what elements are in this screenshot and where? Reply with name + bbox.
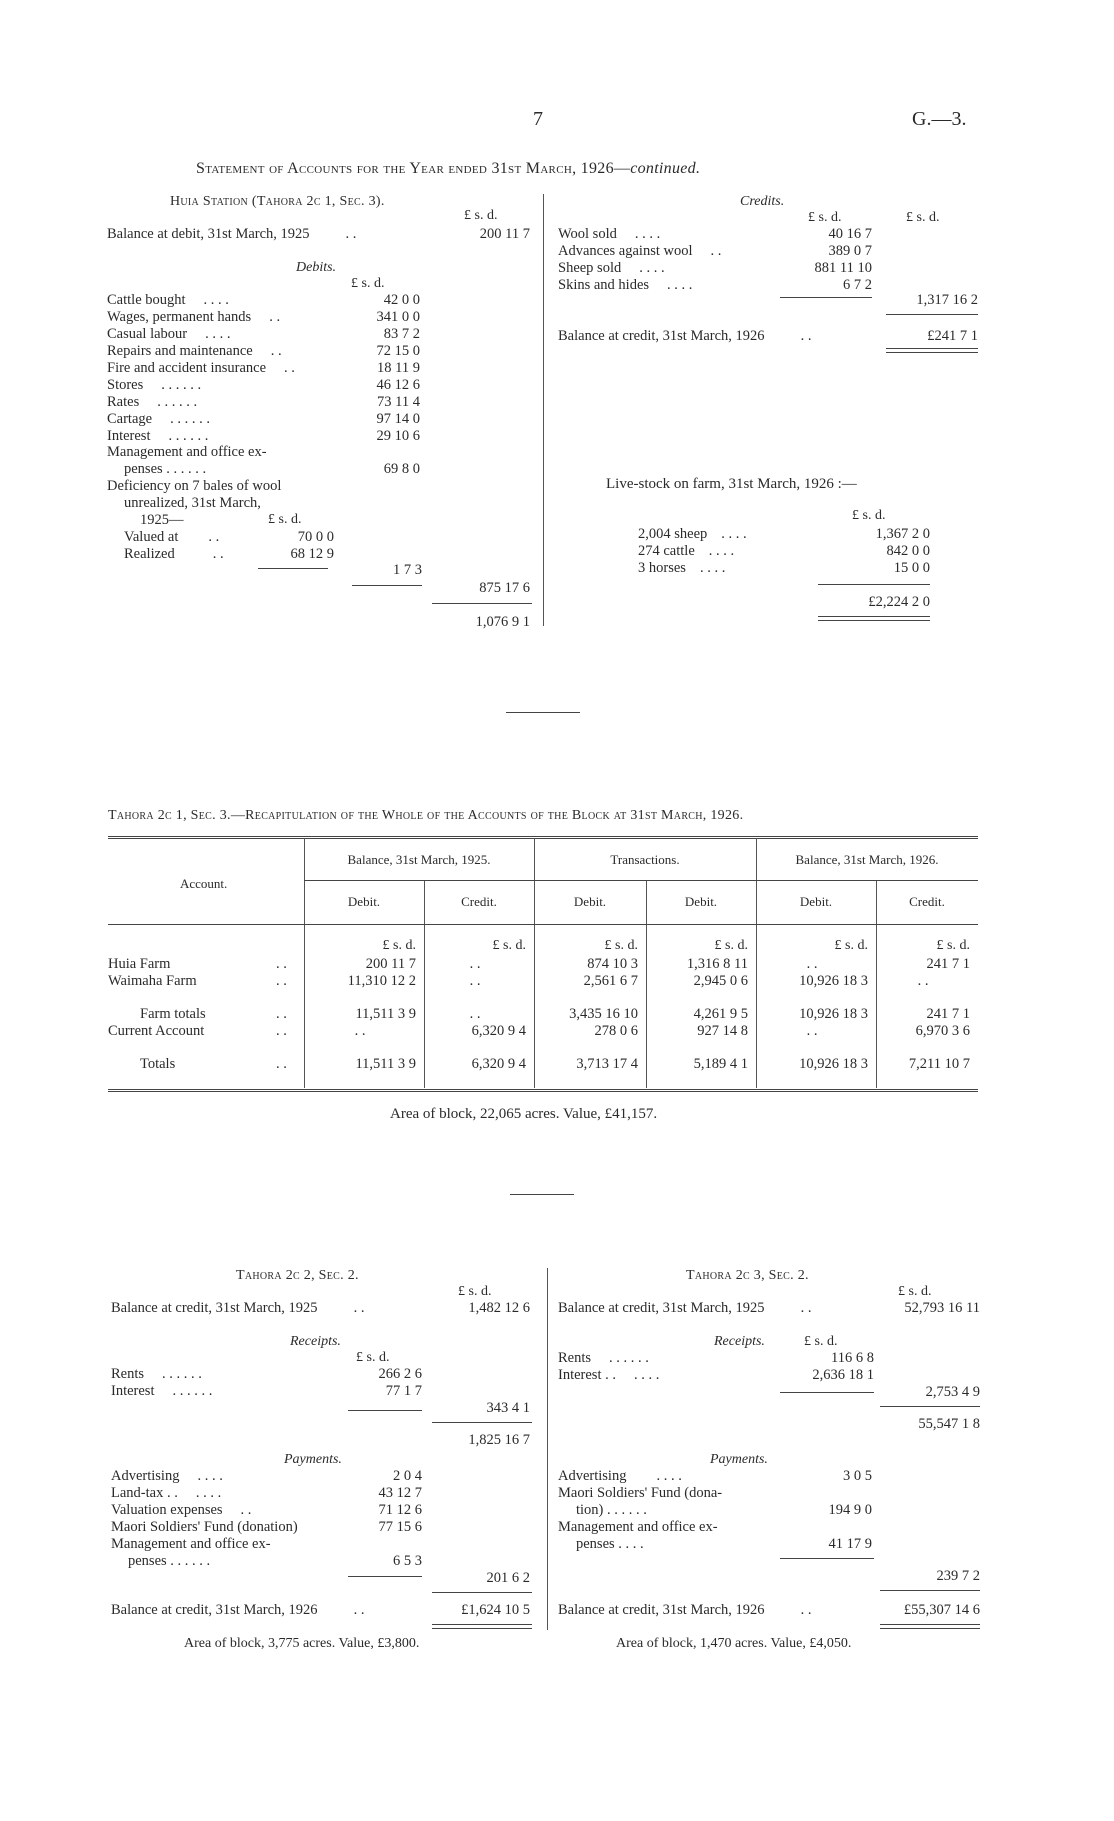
huia-deficiency-line3: 1925—	[140, 512, 184, 528]
livestock-label: 274 cattle . . . .	[638, 543, 735, 559]
page-title: Statement of Accounts for the Year ended 31st March, 1926—continued.	[196, 160, 701, 177]
huia-deficiency-line2: unrealized, 31st March,	[124, 495, 261, 511]
sec2-receipts-lsd: £ s. d.	[356, 1350, 390, 1365]
sec3-area: Area of block, 1,470 acres. Value, £4,050.	[616, 1636, 852, 1651]
huia-deficiency-line1: Deficiency on 7 bales of wool	[107, 478, 282, 494]
huia-credits-total: 1,317 16 2	[916, 292, 978, 308]
recap-lsd: £ s. d.	[714, 938, 748, 953]
sec2-receipts-total: 343 4 1	[486, 1400, 530, 1416]
sec2-mgmt-line1: Management and office ex-	[111, 1536, 271, 1552]
recap-cell: 10,926 18 3	[799, 1056, 868, 1072]
sec2-mgmt-value: 6 5 3	[393, 1553, 422, 1569]
huia-debit-label: Interest . . . . . .	[107, 428, 209, 444]
recap-row-dots: . .	[276, 1023, 287, 1039]
sec2-payment-label: Land-tax . . . . . .	[111, 1485, 222, 1501]
sec3-pay3-line1: Management and office ex-	[558, 1519, 718, 1535]
huia-debit-label: Wages, permanent hands . .	[107, 309, 281, 325]
recap-subheader: Debit.	[799, 894, 833, 909]
recap-lsd: £ s. d.	[834, 938, 868, 953]
recap-row-label: Huia Farm	[108, 956, 171, 972]
huia-debit-value: 83 7 2	[383, 326, 420, 342]
huia-heading: Huia Station (Tahora 2c 1, Sec. 3).	[170, 194, 385, 209]
recap-subheader: Debit.	[684, 894, 718, 909]
huia-credit-value: 6 7 2	[843, 277, 872, 293]
huia-debit-label: Rates . . . . . .	[107, 394, 198, 410]
recap-cell: 6,320 9 4	[471, 1023, 526, 1039]
recap-group-transactions: Transactions.	[610, 852, 680, 867]
recap-row-label: Totals	[140, 1056, 176, 1072]
livestock-heading: Live-stock on farm, 31st March, 1926 :—	[606, 476, 857, 492]
recap-cell: 11,511 3 9	[355, 1056, 416, 1072]
recap-subheader: Debit.	[573, 894, 607, 909]
recap-subheader: Credit.	[461, 894, 497, 909]
recap-cell: 3,713 17 4	[576, 1056, 638, 1072]
sec3-pay2-value: 194 9 0	[828, 1502, 872, 1518]
huia-credit-label: Advances against wool . .	[558, 243, 722, 259]
huia-valued-label: Valued at . .	[124, 529, 220, 545]
huia-credits-heading: Credits.	[740, 194, 785, 209]
sec2-closing-label: Balance at credit, 31st March, 1926 . .	[111, 1602, 365, 1618]
recap-row-label: Farm totals	[140, 1006, 206, 1022]
huia-debit-value: 29 10 6	[376, 428, 420, 444]
sec3-closing-label: Balance at credit, 31st March, 1926 . .	[558, 1602, 812, 1618]
huia-credit-value: 881 11 10	[814, 260, 872, 276]
recap-subheader: Debit.	[347, 894, 381, 909]
sec2-payment-value: 77 15 6	[378, 1519, 422, 1535]
huia-debit-label: Stores . . . . . .	[107, 377, 202, 393]
recap-cell: 6,970 3 6	[915, 1023, 970, 1039]
recap-cell: 3,435 16 10	[569, 1006, 638, 1022]
recap-cell: 10,926 18 3	[799, 1006, 868, 1022]
sec3-closing-value: £55,307 14 6	[903, 1602, 980, 1618]
livestock-label: 3 horses . . . .	[638, 560, 726, 576]
sec3-receipts-total: 2,753 4 9	[925, 1384, 980, 1400]
recap-cell: 10,926 18 3	[799, 973, 868, 989]
sec2-closing-value: £1,624 10 5	[461, 1602, 530, 1618]
huia-debit-value: 73 11 4	[377, 394, 420, 410]
huia-closing-value: £241 7 1	[927, 328, 978, 344]
recap-cell: 4,261 9 5	[693, 1006, 748, 1022]
sec2-receipt-label: Interest . . . . . .	[111, 1383, 213, 1399]
recap-cell: . .	[469, 973, 481, 989]
huia-debit-value: 72 15 0	[376, 343, 420, 359]
page-number: 7	[533, 108, 543, 130]
recap-row-dots: . .	[276, 973, 287, 989]
sec3-lsd: £ s. d.	[898, 1284, 932, 1299]
recap-cell: . .	[806, 1023, 818, 1039]
huia-debit-label: Cattle bought . . . .	[107, 292, 229, 308]
recap-lsd: £ s. d.	[936, 938, 970, 953]
recap-cell: 6,320 9 4	[471, 1056, 526, 1072]
recap-cell: 927 14 8	[697, 1023, 748, 1039]
sec3-opening-value: 52,793 16 11	[904, 1300, 980, 1316]
huia-credit-label: Sheep sold . . . .	[558, 260, 665, 276]
huia-debit-label: Cartage . . . . . .	[107, 411, 210, 427]
recap-cell: 278 0 6	[594, 1023, 638, 1039]
huia-grand-total: 1,076 9 1	[475, 614, 530, 630]
huia-debit-label: Fire and accident insurance . .	[107, 360, 295, 376]
sec3-pay2-line2: tion) . . . . . .	[576, 1502, 647, 1518]
sec2-payment-value: 43 12 7	[378, 1485, 422, 1501]
recap-cell: . .	[917, 973, 929, 989]
sec3-payments-total: 239 7 2	[936, 1568, 980, 1584]
recap-cell: 2,561 6 7	[583, 973, 638, 989]
sec3-payments-heading: Payments.	[710, 1452, 768, 1467]
huia-debits-lsd: £ s. d.	[351, 276, 385, 291]
sec3-pay1-label: Advertising . . . .	[558, 1468, 682, 1484]
sec2-payment-label: Valuation expenses . .	[111, 1502, 252, 1518]
recap-row-dots: . .	[276, 1006, 287, 1022]
recap-area: Area of block, 22,065 acres. Value, £41,157.	[390, 1106, 658, 1122]
recap-lsd: £ s. d.	[382, 938, 416, 953]
sec2-payments-total: 201 6 2	[486, 1570, 530, 1586]
recap-subheader: Credit.	[909, 894, 945, 909]
huia-mgmt-line1: Management and office ex-	[107, 444, 267, 460]
sec2-mgmt-line2: penses . . . . . .	[128, 1553, 211, 1569]
sec3-receipt-value: 116 6 8	[831, 1350, 874, 1366]
recap-cell: . .	[469, 956, 481, 972]
huia-debit-label: Repairs and maintenance . .	[107, 343, 282, 359]
recap-group-1926: Balance, 31st March, 1926.	[795, 852, 939, 867]
huia-credit-label: Wool sold . . . .	[558, 226, 661, 242]
sec2-payment-label: Advertising . . . .	[111, 1468, 223, 1484]
sec3-pay3-value: 41 17 9	[828, 1536, 872, 1552]
huia-deficiency-lsd: £ s. d.	[268, 512, 302, 527]
huia-mgmt-line2: penses . . . . . .	[124, 461, 207, 477]
sec2-lsd: £ s. d.	[458, 1284, 492, 1299]
page-reference: G.—3.	[912, 108, 967, 130]
recap-cell: 11,310 12 2	[347, 973, 416, 989]
recap-lsd: £ s. d.	[492, 938, 526, 953]
recap-cell: 5,189 4 1	[693, 1056, 748, 1072]
huia-debits-total: 875 17 6	[479, 580, 530, 596]
recap-cell: 7,211 10 7	[908, 1056, 970, 1072]
recap-lsd: £ s. d.	[604, 938, 638, 953]
huia-lsd-header: £ s. d.	[464, 208, 498, 223]
sec2-payment-value: 2 0 4	[393, 1468, 422, 1484]
sec3-heading: Tahora 2c 3, Sec. 2.	[686, 1268, 809, 1283]
huia-debit-value: 97 14 0	[376, 411, 420, 427]
huia-mgmt-value: 69 8 0	[383, 461, 420, 477]
livestock-value: 1,367 2 0	[875, 526, 930, 542]
recap-row-label: Current Account	[108, 1023, 205, 1039]
sec3-receipts-lsd: £ s. d.	[804, 1334, 838, 1349]
sec2-opening-label: Balance at credit, 31st March, 1925 . .	[111, 1300, 365, 1316]
huia-valued-value: 70 0 0	[297, 529, 334, 545]
sec2-receipts-heading: Receipts.	[290, 1334, 341, 1349]
recap-cell: . .	[806, 956, 818, 972]
livestock-value: 15 0 0	[893, 560, 930, 576]
livestock-value: 842 0 0	[886, 543, 930, 559]
huia-debit-value: 341 0 0	[376, 309, 420, 325]
sec3-pay2-line1: Maori Soldiers' Fund (dona-	[558, 1485, 723, 1501]
sec2-payment-label: Maori Soldiers' Fund (donation)	[111, 1519, 298, 1535]
recap-cell: 200 11 7	[365, 956, 416, 972]
recap-row-dots: . .	[276, 956, 287, 972]
recap-group-1925: Balance, 31st March, 1925.	[347, 852, 491, 867]
sec2-area: Area of block, 3,775 acres. Value, £3,800.	[184, 1636, 420, 1651]
livestock-label: 2,004 sheep . . . .	[638, 526, 747, 542]
sec3-pay3-line2: penses . . . .	[576, 1536, 644, 1552]
huia-closing-label: Balance at credit, 31st March, 1926 . .	[558, 328, 812, 344]
huia-realized-label: Realized . .	[124, 546, 224, 562]
huia-credits-lsd: £ s. d.	[808, 210, 842, 225]
recap-heading: Tahora 2c 1, Sec. 3.—Recapitulation of the Whole of the Accounts of the Block at 31st March, 1926.	[108, 808, 744, 823]
recap-cell: 241 7 1	[926, 956, 970, 972]
sec2-opening-value: 1,482 12 6	[468, 1300, 530, 1316]
recap-cell: 2,945 0 6	[693, 973, 748, 989]
huia-credit-label: Skins and hides . . . .	[558, 277, 693, 293]
recap-cell: . .	[469, 1006, 481, 1022]
huia-debit-value: 18 11 9	[377, 360, 420, 376]
recap-cell: . .	[354, 1023, 366, 1039]
huia-debit-value: 42 0 0	[383, 292, 420, 308]
sec2-payment-value: 71 12 6	[378, 1502, 422, 1518]
livestock-total: £2,224 2 0	[868, 594, 930, 610]
huia-opening-value: 200 11 7	[479, 226, 530, 242]
livestock-lsd: £ s. d.	[852, 508, 886, 523]
sec3-pay1-value: 3 0 5	[843, 1468, 872, 1484]
recap-row-dots: . .	[276, 1056, 287, 1072]
huia-debits-heading: Debits.	[296, 260, 337, 275]
sec2-receipt-label: Rents . . . . . .	[111, 1366, 202, 1382]
huia-credits-lsd2: £ s. d.	[906, 210, 940, 225]
huia-debit-value: 46 12 6	[376, 377, 420, 393]
sec2-receipt-value: 266 2 6	[378, 1366, 422, 1382]
sec3-receipts-heading: Receipts.	[714, 1334, 765, 1349]
sec3-receipt-label: Interest . . . . . .	[558, 1367, 660, 1383]
recap-cell: 874 10 3	[587, 956, 638, 972]
recap-cell: 241 7 1	[926, 1006, 970, 1022]
huia-opening-label: Balance at debit, 31st March, 1925 . .	[107, 226, 357, 242]
huia-deficiency-value: 1 7 3	[393, 562, 422, 578]
sec2-subtotal: 1,825 16 7	[468, 1432, 530, 1448]
recap-row-label: Waimaha Farm	[108, 973, 197, 989]
huia-credit-value: 40 16 7	[828, 226, 872, 242]
recap-col-account: Account.	[180, 876, 228, 891]
huia-debit-label: Casual labour . . . .	[107, 326, 231, 342]
recap-cell: 1,316 8 11	[686, 956, 748, 972]
huia-credit-value: 389 0 7	[828, 243, 872, 259]
sec2-heading: Tahora 2c 2, Sec. 2.	[236, 1268, 359, 1283]
recap-cell: 11,511 3 9	[355, 1006, 416, 1022]
sec2-receipt-value: 77 1 7	[385, 1383, 422, 1399]
sec3-opening-label: Balance at credit, 31st March, 1925 . .	[558, 1300, 812, 1316]
sec3-receipt-value: 2,636 18 1	[812, 1367, 874, 1383]
huia-realized-value: 68 12 9	[290, 546, 334, 562]
sec3-receipt-label: Rents . . . . . .	[558, 1350, 649, 1366]
sec2-payments-heading: Payments.	[284, 1452, 342, 1467]
sec3-subtotal: 55,547 1 8	[918, 1416, 980, 1432]
